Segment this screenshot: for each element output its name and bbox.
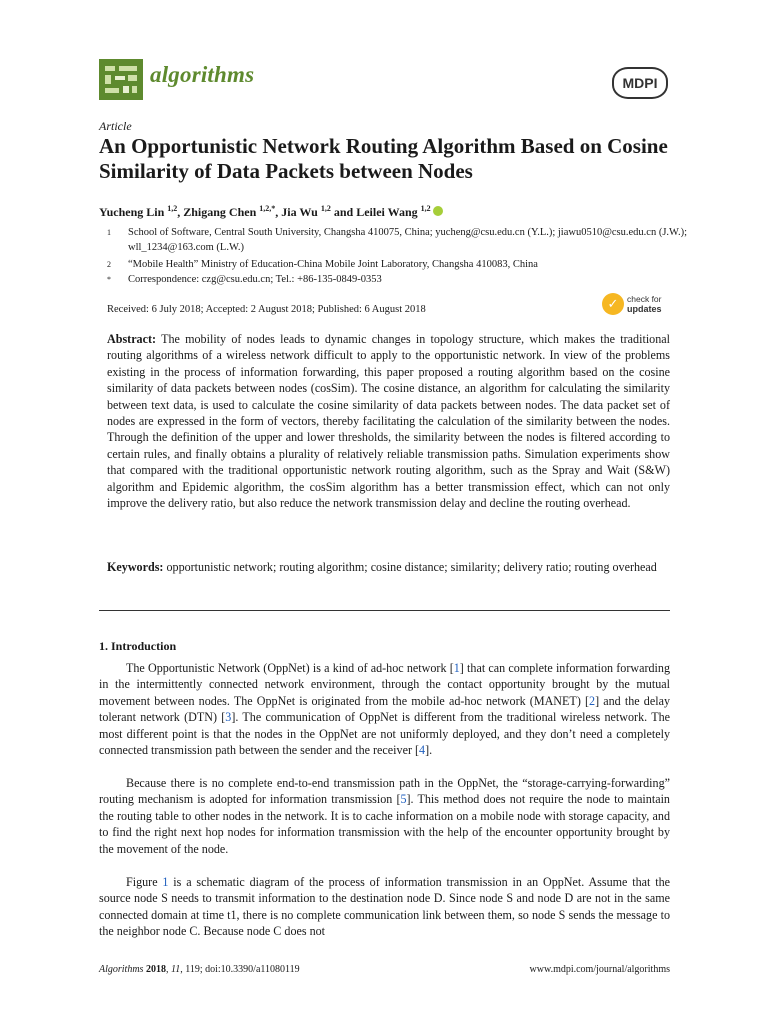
- citation-link[interactable]: 1: [453, 661, 460, 675]
- keywords-label: Keywords:: [107, 560, 164, 574]
- author[interactable]: Leilei Wang $^{1,2}$: [356, 204, 431, 219]
- figure-link[interactable]: 1: [162, 875, 169, 889]
- correspondence: * Correspondence: czg@csu.edu.cn; Tel.: +86-135-0849-0353: [107, 274, 382, 285]
- author[interactable]: Jia Wu $^{1,2}$: [281, 204, 331, 219]
- paragraph-3: Figure 1 is a schematic diagram of the process of information transmission in an OppNet. Assume that the source node S needs to transmit information to the destination node D. Since node S and node D are not in the same connected domain at time t1, there is no complete communication link between them, so node S sends the message to the neighbor node C. Because node C does not: [99, 875, 670, 939]
- author[interactable]: Yucheng Lin $^{1,2}$: [99, 204, 178, 219]
- paper-title: An Opportunistic Network Routing Algorithm Based on Cosine Similarity of Data Packets between Nodes: [99, 134, 668, 183]
- keywords: [107, 559, 670, 575]
- abstract-label: Abstract:: [107, 332, 157, 346]
- checkmark-icon: ✓: [602, 293, 624, 315]
- footer-citation: Algorithms 2018, 11, 119; doi:10.3390/a11080119: [99, 964, 300, 975]
- journal-name: algorithms: [150, 62, 255, 87]
- author[interactable]: Zhigang Chen $^{1,2,*}$: [183, 204, 276, 219]
- citation-link[interactable]: 3: [225, 710, 232, 725]
- abstract: [107, 331, 670, 511]
- keywords-text: opportunistic network; routing algorithm; cosine distance; similarity; delivery ratio; routing overhead: [166, 560, 657, 574]
- publisher-logo: MDPI: [612, 67, 668, 99]
- publication-dates: Received: 6 July 2018; Accepted: 2 August 2018; Published: 6 August 2018: [107, 304, 426, 315]
- section-divider: [99, 610, 670, 611]
- affiliation-2: 2 “Mobile Health” Ministry of Education-China Mobile Joint Laboratory, Changsha 410083, China: [107, 259, 538, 270]
- citation-link[interactable]: 5: [400, 792, 407, 807]
- check-for-label: check for: [627, 294, 662, 304]
- journal-logo: [99, 59, 143, 100]
- author-list: Yucheng Lin $^{1,2}$, Zhigang Chen $^{1,2,*}$, Jia Wu $^{1,2}$ and Leilei Wang $^{1,2}$: [99, 204, 443, 220]
- abstract-text: The mobility of nodes leads to dynamic changes in topology structure, which makes the traditional routing algorithms of a wireless network difficult to apply to the opportunistic network. In view of the problems existing in the process of information forwarding, this paper proposed a routing algorithm based on the cosine similarity of data packets between nodes (cosSim). The cosine distance, an algorithm for calculating the similarity between text data, is used to calculate the cosine similarity of data packets between nodes. The data packet set of nodes are expressed in the form of vectors, thereby facilitating the calculation of the similarity between the nodes. Through the definition of the upper and lower thresholds, the similarity between the nodes is filtered according to certain rules, and finally obtains a plurality of relatively reliable transmission paths. Simulation experiments show that compared with the traditional opportunistic network routing algorithm, such as the Spray and Wait (S&W) algorithm and Epidemic algorithm, the cosSim algorithm has a better transmission effect, which can not only improve the delivery ratio, but also reduce the network transmission delay and decline the routing overhead.: [107, 332, 670, 511]
- affiliation-1: 1 School of Software, Central South University, Changsha 410075, China; yucheng@csu.edu.cn (Y.L.); jiawu0510@csu.edu.cn (J.W.); wll_1234@163.com (L.W.): [107, 227, 688, 253]
- updates-label: updates: [627, 304, 662, 314]
- section-heading: 1. Introduction: [99, 639, 177, 653]
- paragraph-1: The Opportunistic Network (OppNet) is a kind of ad-hoc network [1] that can complete information forwarding in the intermittently connected network environment, through the contact opportunity brought by the mutual movement between nodes. The OppNet is originated from the mobile ad-hoc network (MANET) [2] and the delay tolerant network (DTN) [3]. The communication of OppNet is different from the traditional wireless network. The most different point is that the nodes in the OppNet are not uniformly deployed, and they don’t need a completely connected transmission path between the sender and the receiver [4].: [99, 661, 670, 758]
- footer-url[interactable]: www.mdpi.com/journal/algorithms: [529, 964, 670, 975]
- article-type: Article: [99, 119, 132, 133]
- check-for-updates-badge[interactable]: [602, 293, 672, 321]
- algorithms-logo-icon: [99, 59, 143, 100]
- citation-link[interactable]: 4: [419, 743, 426, 758]
- orcid-icon[interactable]: [433, 206, 443, 216]
- paragraph-2: Because there is no complete end-to-end transmission path in the OppNet, the “storage-carrying-forwarding” routing mechanism is adopted for information transmission [5]. This method does not require the node to maintain the routing table to other nodes in the network. It is to cache information on a mobile node with storage capacity, and to find the right next hop nodes for information transmission with the help of the encounter opportunity brought by the movement of the node.: [99, 776, 670, 856]
- citation-link[interactable]: 2: [589, 693, 596, 708]
